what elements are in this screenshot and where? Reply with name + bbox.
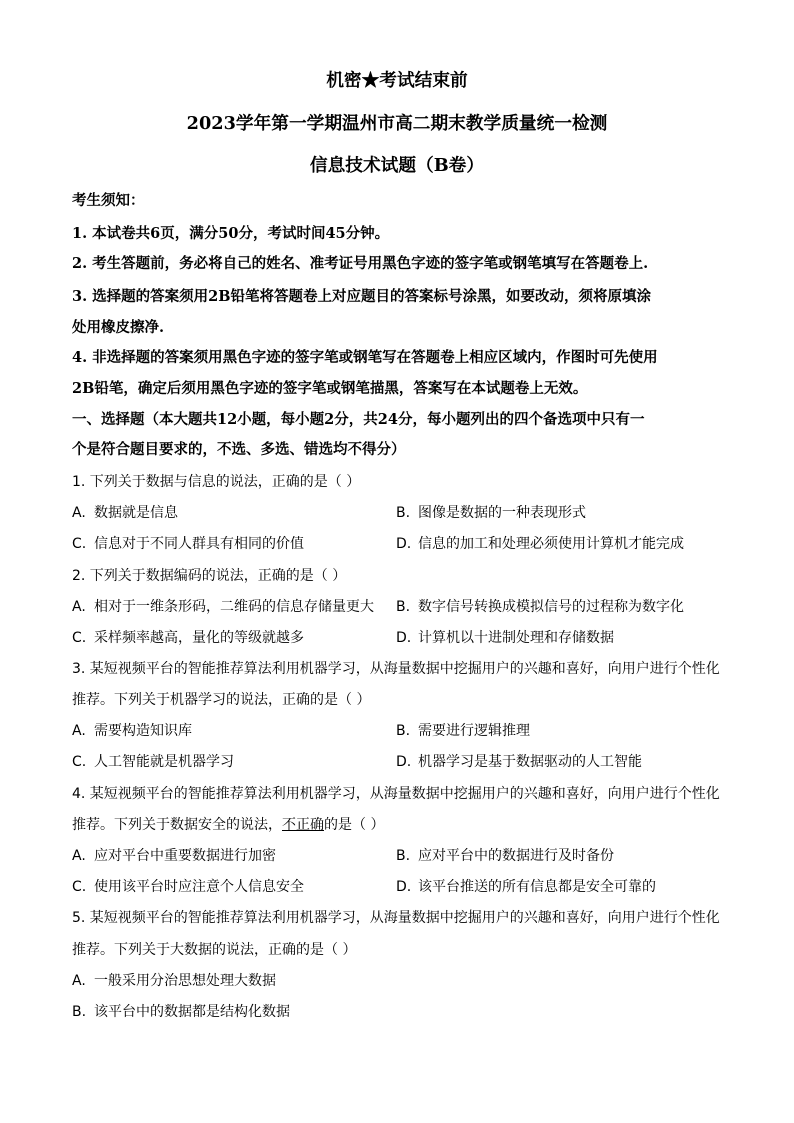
question-4-option-b	[396, 845, 614, 867]
option-key: A.	[72, 505, 86, 521]
section-1-heading-line-1: 一、选择题（本大题共12小题，每小题2分，共24分，每小题列出的四个备选项中只有一	[72, 411, 645, 428]
question-5-option-b	[72, 1001, 290, 1023]
option-key: C.	[72, 879, 87, 895]
notice-item-2: 2. 考生答题前，务必将自己的姓名、准考证号用黑色字迹的签字笔或钢笔填写在答题卷上.	[72, 255, 649, 272]
option-key: A.	[72, 848, 86, 864]
question-5-stem-line-2: 推荐。下列关于大数据的说法，正确的是（ ）	[72, 942, 357, 958]
option-text: 应对平台中的数据进行及时备份	[418, 848, 614, 864]
question-1-option-b	[396, 502, 586, 524]
notice-item-3-line-2: 处用橡皮擦净.	[72, 319, 165, 336]
option-text: 该平台推送的所有信息都是安全可靠的	[418, 879, 656, 895]
question-1-stem: 1. 下列关于数据与信息的说法，正确的是（ ）	[72, 474, 361, 490]
notice-item-3-line-1: 3. 选择题的答案须用2B铅笔将答题卷上对应题目的答案标号涂黑，如要改动，须将原填涂	[72, 288, 652, 305]
option-text: 该平台中的数据都是结构化数据	[94, 1004, 290, 1020]
question-4-option-a	[72, 845, 276, 867]
option-text: 信息对于不同人群具有相同的价值	[94, 536, 304, 552]
option-text: 使用该平台时应注意个人信息安全	[94, 879, 304, 895]
option-key: D.	[396, 879, 412, 895]
subject-title: 信息技术试题（B卷）	[309, 155, 485, 176]
option-text: 图像是数据的一种表现形式	[418, 505, 586, 521]
option-text: 数据就是信息	[94, 505, 178, 521]
question-2-option-c	[72, 627, 304, 649]
option-key: A.	[72, 723, 86, 739]
option-key: D.	[396, 630, 412, 646]
question-5-stem-line-1: 5. 某短视频平台的智能推荐算法利用机器学习，从海量数据中挖掘用户的兴趣和喜好，向用户进行个性化	[72, 910, 720, 926]
option-key: B.	[396, 723, 411, 739]
option-text: 需要构造知识库	[94, 723, 192, 739]
option-key: B.	[396, 848, 411, 864]
confidential-heading: 机密★考试结束前	[326, 70, 468, 91]
question-2-stem: 2. 下列关于数据编码的说法，正确的是（ ）	[72, 568, 347, 584]
option-key: C.	[72, 754, 87, 770]
question-1-option-a	[72, 502, 178, 524]
option-text: 人工智能就是机器学习	[94, 754, 234, 770]
stem-text: 推荐。下列关于数据安全的说法，	[72, 817, 282, 833]
question-1-option-c	[72, 533, 304, 555]
option-text: 应对平台中重要数据进行加密	[94, 848, 276, 864]
question-3-stem-line-2: 推荐。下列关于机器学习的说法，正确的是（ ）	[72, 692, 371, 708]
option-key: B.	[396, 599, 411, 615]
question-2-option-b	[396, 596, 684, 618]
question-1-option-d	[396, 533, 684, 555]
option-text: 信息的加工和处理必须使用计算机才能完成	[418, 536, 684, 552]
question-3-stem-line-1: 3. 某短视频平台的智能推荐算法利用机器学习，从海量数据中挖掘用户的兴趣和喜好，向用户进行个性化	[72, 661, 720, 677]
option-text: 数字信号转换成模拟信号的过程称为数字化	[418, 599, 684, 615]
question-4-option-d	[396, 876, 656, 898]
question-3-option-c	[72, 751, 234, 773]
option-text: 一般采用分治思想处理大数据	[94, 973, 276, 989]
option-text: 相对于一维条形码，二维码的信息存储量更大	[94, 599, 374, 615]
notice-heading: 考生须知：	[72, 192, 145, 209]
option-key: B.	[396, 505, 411, 521]
question-5-option-a	[72, 970, 276, 992]
notice-item-4-line-2: 2B铅笔，确定后须用黑色字迹的签字笔或钢笔描黑，答案写在本试题卷上无效。	[72, 380, 588, 397]
option-key: A.	[72, 973, 86, 989]
question-2-option-a	[72, 596, 374, 618]
option-text: 计算机以十进制处理和存储数据	[418, 630, 614, 646]
option-key: C.	[72, 536, 87, 552]
option-key: B.	[72, 1004, 87, 1020]
option-key: D.	[396, 754, 412, 770]
question-3-option-d	[396, 751, 642, 773]
question-4-stem-line-2	[72, 814, 384, 836]
option-key: C.	[72, 630, 87, 646]
option-text: 采样频率越高，量化的等级就越多	[94, 630, 304, 646]
question-4-option-c	[72, 876, 304, 898]
question-4-stem-line-1: 4. 某短视频平台的智能推荐算法利用机器学习，从海量数据中挖掘用户的兴趣和喜好，向用户进行个性化	[72, 786, 720, 802]
question-3-option-b	[396, 720, 530, 742]
notice-item-4-line-1: 4. 非选择题的答案须用黑色字迹的签字笔或钢笔写在答题卷上相应区域内，作图时可先使用	[72, 349, 658, 366]
section-1-heading-line-2: 个是符合题目要求的，不选、多选、错选均不得分）	[72, 441, 406, 458]
question-3-option-a	[72, 720, 192, 742]
option-key: A.	[72, 599, 86, 615]
notice-item-1: 1. 本试卷共6页，满分50分，考试时间45分钟。	[72, 225, 390, 242]
exam-title: 2023学年第一学期温州市高二期末教学质量统一检测	[186, 113, 608, 134]
option-text: 需要进行逻辑推理	[418, 723, 530, 739]
stem-text: 的是（ ）	[324, 817, 385, 833]
emphasis-not-correct: 不正确	[282, 817, 324, 833]
option-key: D.	[396, 536, 412, 552]
option-text: 机器学习是基于数据驱动的人工智能	[418, 754, 642, 770]
question-2-option-d	[396, 627, 614, 649]
